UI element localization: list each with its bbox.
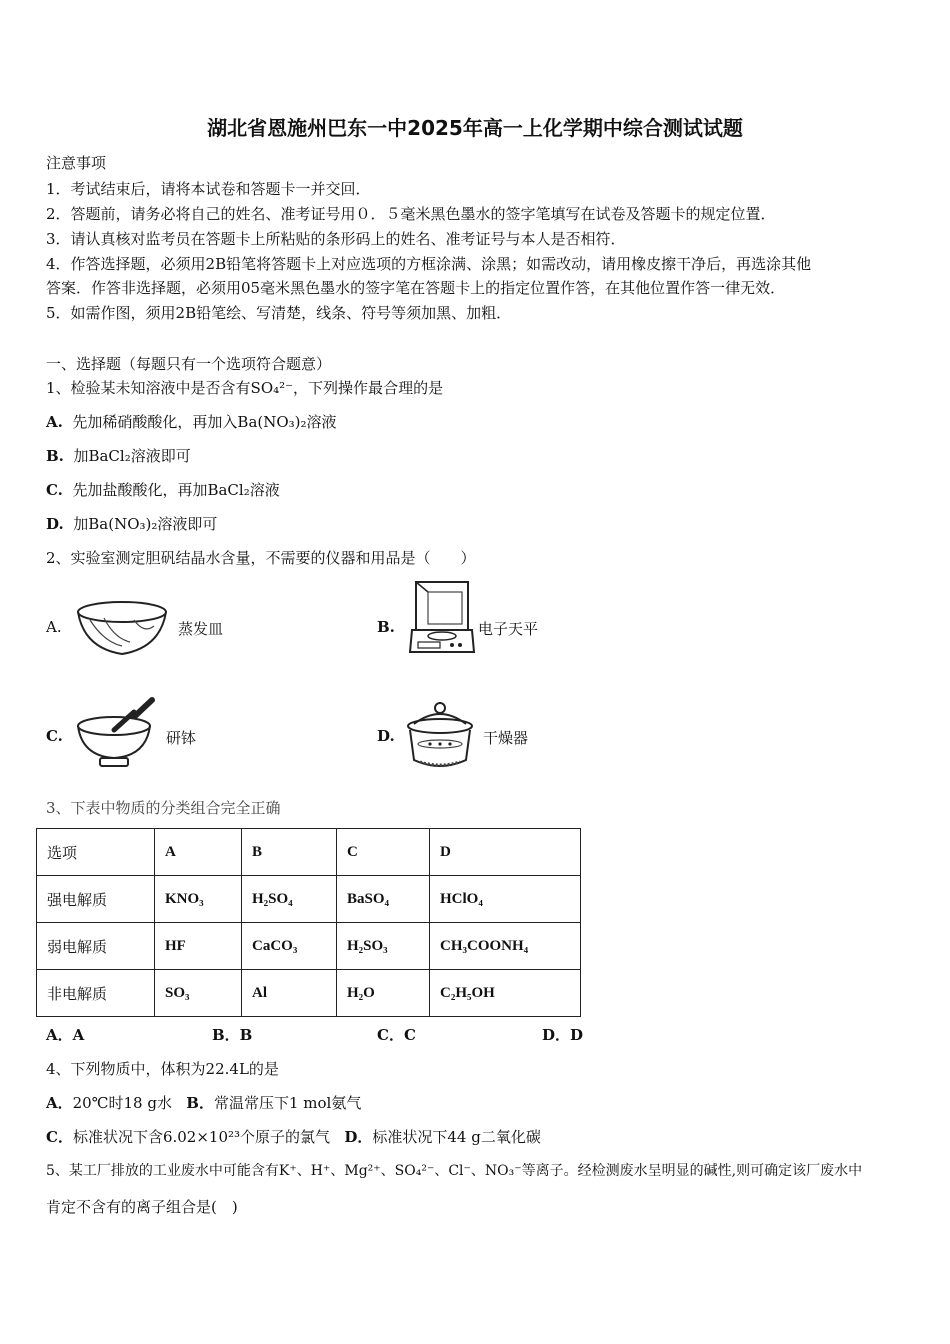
q2-option-a-label: 蒸发皿 [178,620,224,638]
notice-item: 4．作答选择题，必须用2B铅笔将答题卡上对应选项的方框涂满、涂黑；如需改动，请用橡皮擦干净后，再选涂其他 [46,255,812,273]
q3-option-d: D．D [542,1026,584,1044]
q3-option-b: B．B [212,1026,253,1044]
table-cell: 非电解质 [37,970,155,1017]
page-title: 湖北省恩施州巴东一中2025年高一上化学期中综合测试试题 [207,116,743,140]
q4-options-line-1: A．20℃时18 g水 B．常温常压下1 mol氨气 [46,1094,362,1112]
notice-heading: 注意事项 [46,154,107,172]
evaporating-dish-icon [74,598,170,660]
table-cell: KNO₃ [155,876,242,923]
q1-option-c: C. 先加盐酸酸化，再加BaCl₂溶液 [46,481,280,499]
question-5-stem-line-1: 5、某工厂排放的工业废水中可能含有K⁺、H⁺、Mg²⁺、SO₄²⁻、Cl⁻、NO₃⁻等离子。经检测废水呈明显的碱性,则可确定该厂废水中 [46,1163,863,1179]
q2-option-b-letter: B. [377,618,395,636]
question-2-stem: 2、实验室测定胆矾结晶水含量，不需要的仪器和用品是（ ） [46,549,476,567]
question-4-stem: 4、下列物质中，体积为22.4L的是 [46,1060,279,1078]
q2-option-b-label: 电子天平 [478,620,539,638]
table-row [37,876,581,923]
table-cell: H₂SO₃ [337,923,430,970]
q2-option-c-label: 研钵 [166,729,197,747]
table-cell: SO₃ [155,970,242,1017]
question-5-stem-line-2: 肯定不含有的离子组合是( ) [46,1198,238,1216]
q1-option-d: D. 加Ba(NO₃)₂溶液即可 [46,515,218,533]
notice-item: 答案．作答非选择题，必须用05毫米黑色墨水的签字笔在答题卡上的指定位置作答，在其他位置作答一律无效． [46,279,786,297]
question-1-stem: 1、检验某未知溶液中是否含有SO₄²⁻，下列操作最合理的是 [46,379,444,397]
notice-item: 5．如需作图，须用2B铅笔绘、写清楚，线条、符号等须加黑、加粗． [46,304,512,322]
q4-options-line-2: C．标准状况下含6.02×10²³个原子的氯气 D．标准状况下44 g二氧化碳 [46,1128,541,1146]
q1-option-a: A. 先加稀硝酸酸化，再加入Ba(NO₃)₂溶液 [46,413,337,431]
notice-item: 3．请认真核对监考员在答题卡上所粘贴的条形码上的姓名、准考证号与本人是否相符． [46,230,626,248]
table-cell: B [242,829,337,876]
table-cell: C [337,829,430,876]
table-cell: 选项 [37,829,155,876]
q2-option-a-letter: A. [46,618,62,636]
table-cell: HF [155,923,242,970]
table-cell: BaSO₄ [337,876,430,923]
mortar-icon [74,694,160,772]
notice-item: 1．考试结束后，请将本试卷和答题卡一并交回． [46,180,371,198]
electronic-balance-icon [408,578,476,660]
table-header-row [37,829,581,876]
section-heading: 一、选择题（每题只有一个选项符合题意） [46,355,332,373]
classification-table [36,828,581,1017]
desiccator-icon [402,700,478,776]
notice-item: 2．答题前，请务必将自己的姓名、准考证号用０．５毫米黑色墨水的签字笔填写在试卷及答题卡的规定位置． [46,205,776,223]
q2-option-d-label: 干燥器 [483,729,529,747]
table-cell: H₂SO₄ [242,876,337,923]
table-cell: C₂H₅OH [430,970,581,1017]
table-cell: H₂O [337,970,430,1017]
question-3-stem: 3、下表中物质的分类组合完全正确 [46,799,281,817]
q1-option-b: B. 加BaCl₂溶液即可 [46,447,191,465]
q2-option-c-letter: C. [46,727,63,745]
table-cell: 强电解质 [37,876,155,923]
table-cell: HClO₄ [430,876,581,923]
table-cell: A [155,829,242,876]
table-row [37,970,581,1017]
table-cell: CaCO₃ [242,923,337,970]
q3-option-a: A．A [46,1026,85,1044]
q3-option-c: C．C [377,1026,416,1044]
table-cell: CH₃COONH₄ [430,923,581,970]
table-cell: Al [242,970,337,1017]
table-cell: 弱电解质 [37,923,155,970]
table-row [37,923,581,970]
q2-option-d-letter: D. [377,727,395,745]
table-cell: D [430,829,581,876]
